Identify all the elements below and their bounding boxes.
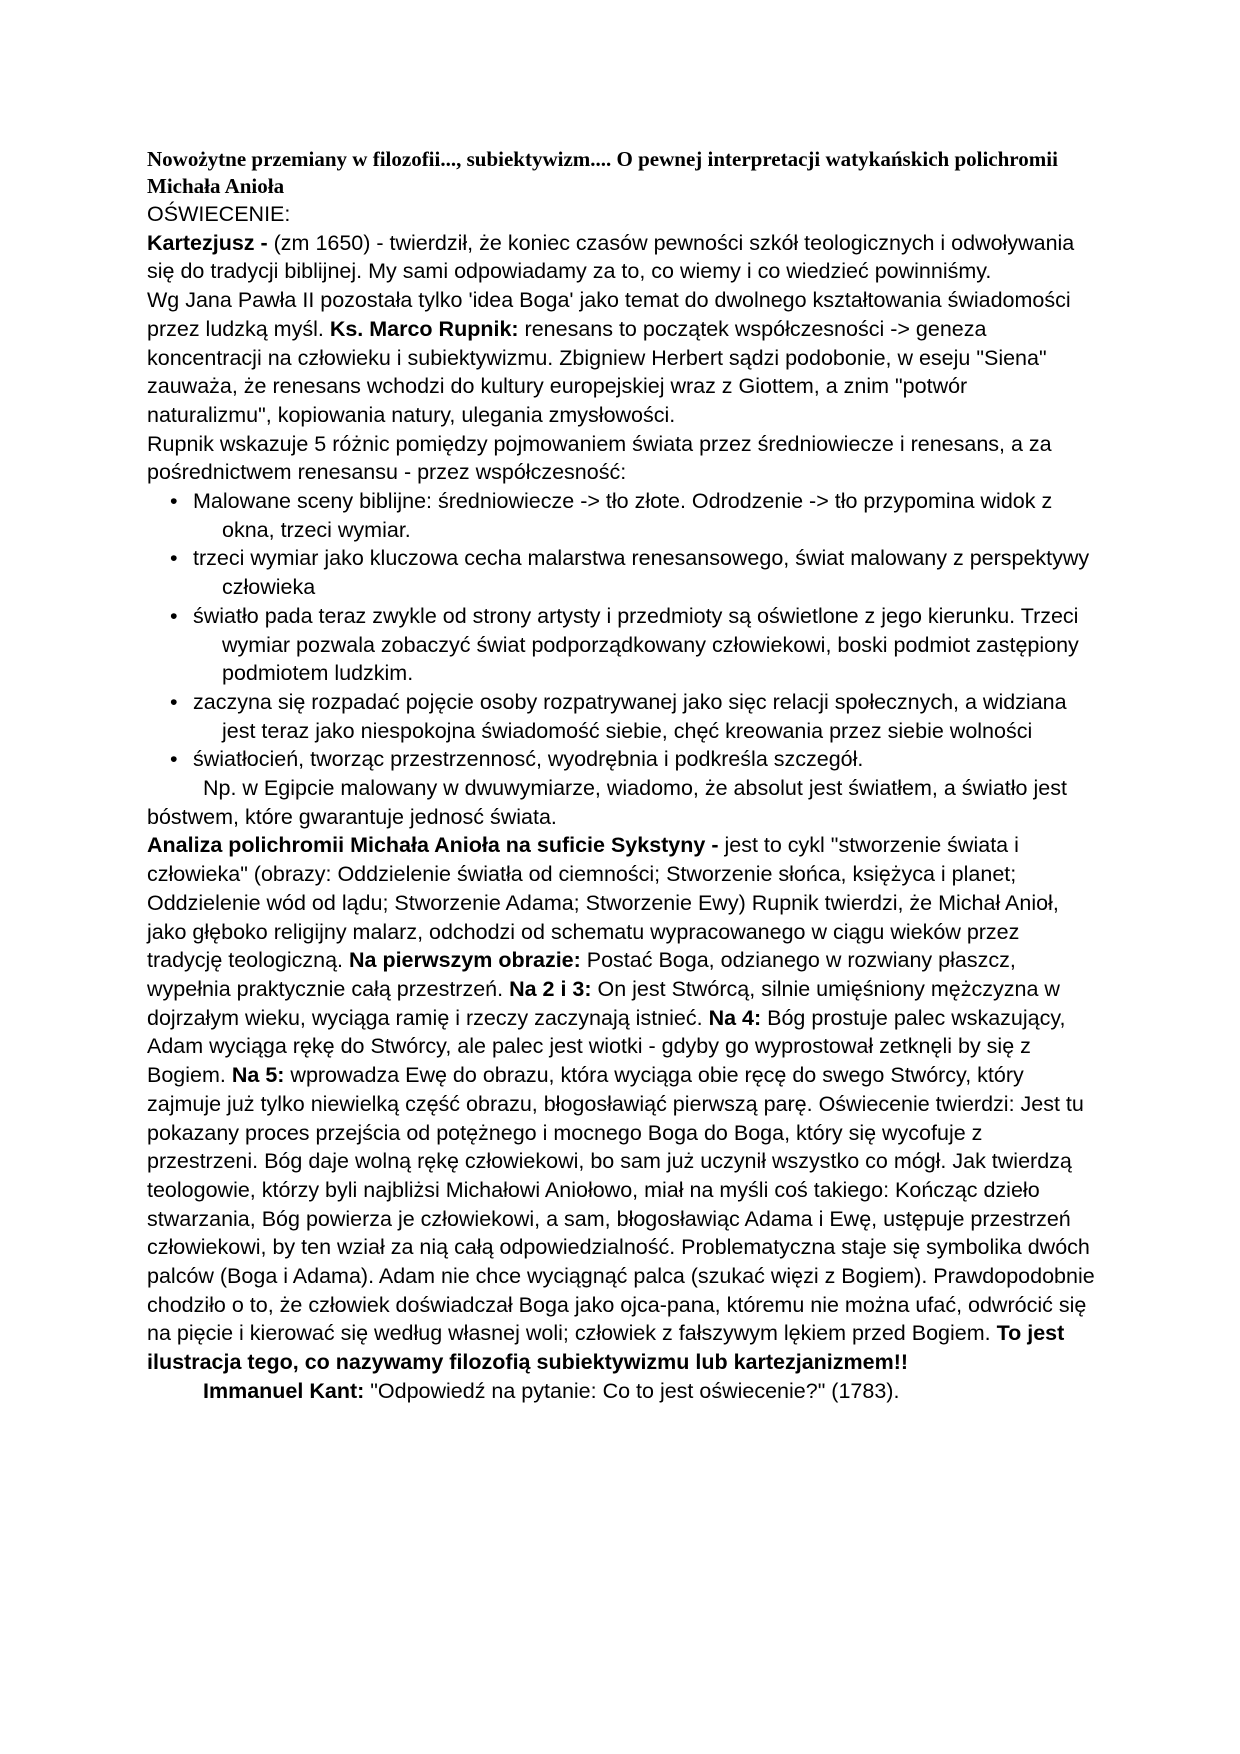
bullet-icon: • bbox=[170, 489, 178, 514]
paragraph-rupnik bbox=[147, 286, 1097, 430]
paragraph-kartezjusz-text: (zm 1650) - twierdził, że koniec czasów pewności szkół teologicznych i odwoływania się do tradycji biblijnej. My sami odpowiadamy za to, co wiemy i co wiedzieć powinniśmy. bbox=[147, 230, 1075, 284]
label-painting-5: Na 5: bbox=[231, 1063, 285, 1088]
label-paintings-2-3: Na 2 i 3: bbox=[509, 976, 592, 1001]
list-item-text: światło pada teraz zwykle od strony artysty i przedmioty są oświetlone z jego kierunku. Trzeci wymiar pozwala zobaczyć świat podporządkowany człowiekowi, boski podmiot zastępiony podmiotem ludzkim. bbox=[193, 603, 1079, 686]
document-content bbox=[147, 146, 1097, 1406]
list-item-text: Malowane sceny biblijne: średniowiecze -> tło złote. Odrodzenie -> tło przypomina widok z okna, trzeci wymiar. bbox=[193, 489, 1053, 542]
list-item bbox=[147, 487, 1097, 544]
name-kant: Immanuel Kant: bbox=[203, 1378, 365, 1403]
bullet-icon: • bbox=[170, 603, 178, 628]
conclusion-subjectivism: To jest ilustracja tego, co nazywamy filozofią subiektywizmu lub kartezjanizmem!! bbox=[147, 1321, 1065, 1375]
sistine-text-d: Bóg prostuje palec wskazujący, Adam wyciąga rękę do Stwórcy, ale palec jest wiotki - gdyby go wyprostował zetknęli by się z Bogiem. bbox=[147, 1005, 1066, 1088]
sistine-text-b: Postać Boga, odzianego w rozwiany płaszcz, wypełnia praktycznie całą przestrzeń. bbox=[147, 948, 1016, 1001]
label-first-painting: Na pierwszym obrazie: bbox=[348, 948, 581, 973]
paragraph-differences-intro: Rupnik wskazuje 5 różnic pomiędzy pojmowaniem świata przez średniowiecze i renesans, a za pośrednictwem renesansu - przez współczesność: bbox=[147, 431, 1052, 485]
paragraph-kant-text: "Odpowiedź na pytanie: Co to jest oświecenie?" (1783). bbox=[364, 1378, 900, 1403]
list-item bbox=[147, 602, 1097, 688]
list-item bbox=[147, 745, 1097, 774]
name-kartezjusz: Kartezjusz - bbox=[147, 230, 268, 255]
list-item bbox=[147, 688, 1097, 745]
paragraph-sistine-analysis bbox=[147, 831, 1097, 1376]
sistine-text-a: jest to cykl "stworzenie świata i człowieka" (obrazy: Oddzielenie światła od ciemności; Stworzenie słońca, księżyca i planet; Oddzielenie wód od lądu; Stworzenie Adama; Stworzenie Ewy) Rupnik twierdzi, że Michał Anioł, jako głęboko religijny malarz, odchodzi od schematu wypracowanego w ciągu wieków przez tradycję teologiczną. bbox=[147, 833, 1059, 973]
name-rupnik: Ks. Marco Rupnik: bbox=[329, 316, 519, 341]
document-title: Nowożytne przemiany w filozofii..., subiektywizm.... O pewnej interpretacji watykańskich polichromii Michała Anioła bbox=[147, 147, 1058, 198]
label-painting-4: Na 4: bbox=[708, 1005, 762, 1030]
differences-list bbox=[147, 487, 1097, 774]
section-heading: OŚWIECENIE: bbox=[147, 202, 291, 226]
paragraph-rupnik-text-b: renesans to początek współczesności -> geneza koncentracji na człowieku i subiektywizmu. Zbigniew Herbert sądzi podobonie, w eseju "Siena" zauważa, że renesans wchodzi do kultury europejskiej wraz z Giottem, a znim "potwór naturalizmu", kopiowania natury, ulegania zmysłowości. bbox=[147, 316, 1047, 427]
list-item bbox=[147, 544, 1097, 601]
paragraph-rupnik-text-a: Wg Jana Pawła II pozostała tylko 'idea Boga' jako temat do dwolnego kształtowania świadomości przez ludzką myśl. bbox=[147, 288, 1071, 341]
heading-sistine-analysis: Analiza polichromii Michała Anioła na suficie Sykstyny - bbox=[147, 833, 719, 858]
sistine-text-e: wprowadza Ewę do obrazu, która wyciąga obie ręcę do swego Stwórcy, który zajmuje już tylko niewielką część obrazu, błogosławiąć pierwszą parę. Oświecenie twierdzi: Jest tu pokazany proces przejścia od potężnego i mocnego Boga do Boga, który się wycofuje z przestrzeni. Bóg daje wolną rękę człowiekowi, bo sam już uczynił wszystko co mógł. Jak twierdzą teologowie, którzy byli najbliżsi Michałowi Aniołowo, miał na myśli coś takiego: Kończąc dzieło stwarzania, Bóg powierza je człowiekowi, a sam, błogosławiąc Adama i Ewę, ustępuje przestrzeń człowiekowi, by ten wział za nią całą odpowiedzialność. Problematyczna staje się symbolika dwóch palców (Boga i Adama). Adam nie chce wyciągnąć palca (szukać więzi z Bogiem). Prawdopodobnie chodziło o to, że człowiek doświadczał Boga jako ojca-pana, któremu nie można ufać, odwrócić się na pięcie i kierować się według własnej woli; człowiek z fałszywym lękiem przed Bogiem. bbox=[147, 1063, 1095, 1346]
paragraph-kant bbox=[147, 1377, 1097, 1406]
bullet-icon: • bbox=[170, 747, 178, 772]
bullet-icon: • bbox=[170, 689, 178, 714]
bullet-icon: • bbox=[170, 546, 178, 571]
paragraph-egypt: Np. w Egipcie malowany w dwuwymiarze, wiadomo, że absolut jest światłem, a światło jest bóstwem, które gwarantuje jednosć świata. bbox=[147, 776, 1067, 829]
list-item-text: trzeci wymiar jako kluczowa cecha malarstwa renesansowego, świat malowany z perspektywy człowieka bbox=[193, 546, 1090, 600]
list-item-text: zaczyna się rozpadać pojęcie osoby rozpatrywanej jako sięc relacji społecznych, a widziana jest teraz jako niespokojna świadomość siebie, chęć kreowania przez siebie wolności bbox=[193, 689, 1067, 743]
paragraph-kartezjusz bbox=[147, 229, 1097, 286]
list-item-text: światłocień, tworząc przestrzennosć, wyodrębnia i podkreśla szczegół. bbox=[193, 747, 864, 772]
sistine-text-c: On jest Stwórcą, silnie umięśniony mężczyzna w dojrzałym wieku, wyciąga ramię i rzeczy zaczynają istnieć. bbox=[147, 976, 1060, 1030]
